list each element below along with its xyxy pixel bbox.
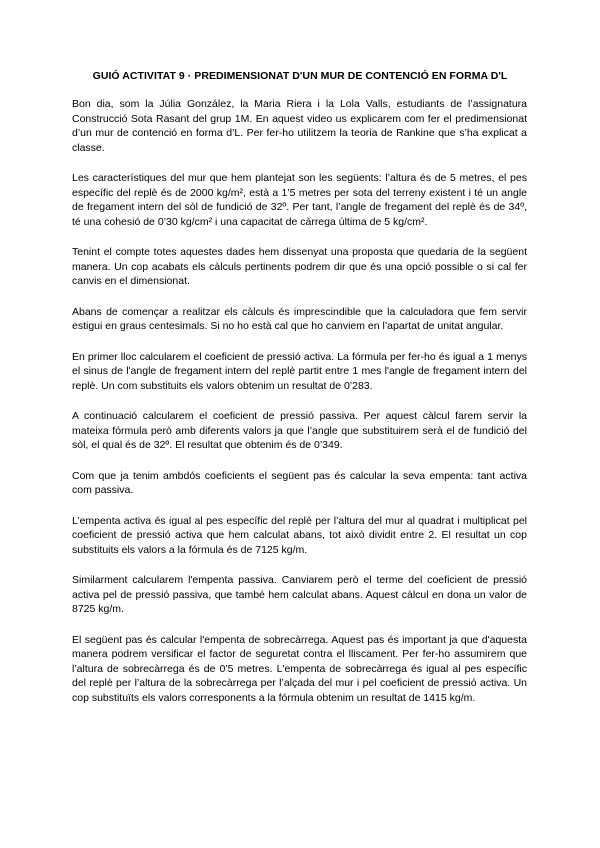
document-body [72,97,527,721]
paragraph-proposal: Tenint el compte totes aquestes dades hem dissenyat una proposta que quedaria de la següent manera. Un cop acabats els càlculs pertinents podrem dir que és una opció possible o si cal fer canvis en el dimensionat. [72,246,527,287]
paragraph-passive-thrust: Similarment calcularem l'empenta passiva. Canviarem però el terme del coeficient de pressió activa pel de pressió passiva, que també hem calculat abans. Aquest càlcul en dona un valor de 8725 kg/m. [72,574,527,615]
document-title: GUIÓ ACTIVITAT 9 · PREDIMENSIONAT D'UN MUR DE CONTENCIÓ EN FORMA D'L [92,70,508,82]
paragraph-introduction: Bon dia, som la Júlia González, la Maria Riera i la Lola Valls, estudiants de l’assignatura Construcció Sota Rasant del grup 1M. En aquest video us explicarem com fer el predimensionat d’un mur de contenció en forma d’L. Per fer-ho utilitzem la teoria de Rankine que s’ha explicat a classe. [72,98,527,154]
paragraph-passive-pressure-coefficient: A continuació calcularem el coeficient de pressió passiva. Per aquest càlcul farem servir la mateixa fórmula però amb diferents valors ja que l’angle que substituirem serà el de fundició del sòl, el qual és de 32º. El resultat que obtenim és de 0’349. [72,410,527,451]
paragraph-thrust-intro: Com que ja tenim ambdós coeficients el següent pas és calcular la seva empenta: tant activa com passiva. [72,469,527,496]
paragraph-active-thrust: L’empenta activa és igual al pes específic del replè per l’altura del mur al quadrat i multiplicat pel coeficient de pressió activa que hem calculat abans, tot això dividit entre 2. El resultat un cop substituits els valors a la fórmula és de 7125 kg/m. [72,514,527,556]
paragraph-surcharge-thrust: El següent pas és calcular l'empenta de sobrecàrrega. Aquest pas és important ja que d'aquesta manera podrem versificar el factor de seguretat contra el lliscament. Per fer-ho assumirem que l’altura de sobrecàrrega és de 0’5 metres. L'empenta de sobrecàrrega és igual al pes específic del replè per l’altura de la sobrecàrrega per l’alçada del mur i pel coeficient de pressió activa. Un cop substituïts els valors corresponents a la fórmula obtenim un resultat de 1415 kg/m. [72,633,527,704]
paragraph-calculator-setup: Abans de començar a realitzar els càlculs és imprescindible que la calculadora que fem servir estigui en graus centesimals. Si no ho està cal que ho canviem en l’apartat de unitat angular. [72,305,527,332]
paragraph-wall-characteristics: Les característiques del mur que hem plantejat son les següents: l’altura és de 5 metres, el pes específic del replè és de 2000 kg/m², està a 1’5 metres per sota del terreny existent i té un angle de fregament intern del sòl de fundició de 32º. Per tant, l’angle de fregament del replè és de 34º, té una cohesió de 0’30 kg/cm² i una capacitat de càrrega última de 5 kg/cm². [72,172,527,228]
paragraph-active-pressure-coefficient: En primer lloc calcularem el coeficient de pressió activa. La fórmula per fer-ho és igual a 1 menys el sinus de l'angle de fregament intern del replè partit entre 1 mes l'angle de fregament intern del replè. Un com substituits els valors obtenim un resultat de 0’283. [72,350,527,392]
